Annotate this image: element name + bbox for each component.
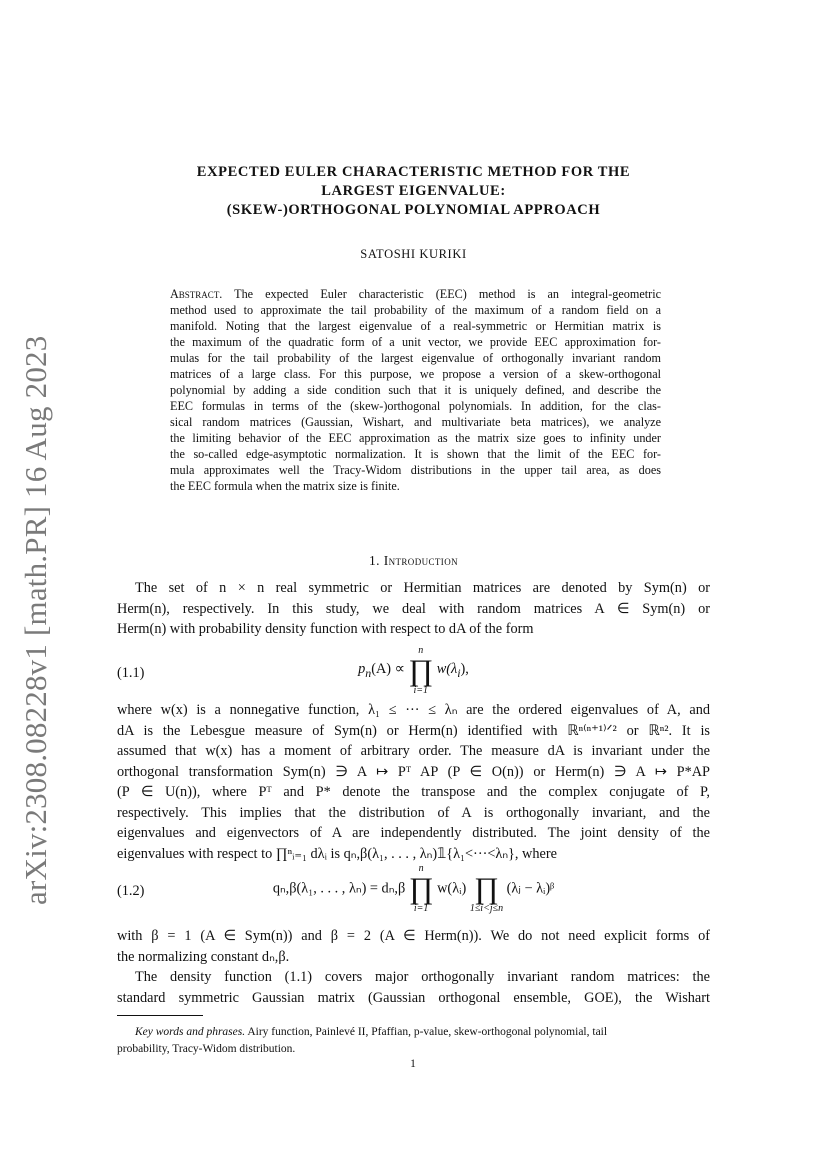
abstract-line: Abstract. The expected Euler characteristic (EEC) method is an integral-geometric: [170, 287, 661, 301]
text-line: the normalizing constant dₙ,β.: [117, 948, 290, 965]
abstract: [170, 286, 661, 494]
equation-1-1: [117, 645, 710, 705]
equation-1-2: [117, 863, 710, 923]
text-line: standard symmetric Gaussian matrix (Gaussian orthogonal ensemble, GOE), the Wishart: [117, 989, 710, 1006]
section-heading: 1. Introduction: [369, 553, 458, 568]
abstract-line: EEC formulas in terms of the (skew-)orthogonal polynomials. In addition, for the clas-: [170, 399, 661, 413]
text-line: Herm(n), respectively. In this study, we deal with random matrices A ∈ Sym(n) or: [117, 600, 710, 617]
paragraph-2: [117, 700, 710, 864]
page-number: 1: [410, 1058, 416, 1070]
product-symbol: n ∏ i=1: [408, 645, 434, 696]
text-line: dA is the Lebesgue measure of Sym(n) or Herm(n) identified with ℝⁿ⁽ⁿ⁺¹⁾ᐟ² or ℝⁿ². It is: [117, 722, 710, 739]
arxiv-watermark: arXiv:2308.08228v1 [math.PR] 16 Aug 2023: [18, 335, 53, 905]
text-line: eigenvalues with respect to ∏ⁿᵢ₌₁ dλᵢ is qₙ,β(λ₁, . . . , λₙ)𝟙{λ₁<···<λₙ}, where: [117, 845, 557, 862]
title-line-2: LARGEST EIGENVALUE:: [321, 183, 506, 199]
equation-number: (1.1): [117, 665, 145, 681]
abstract-line: manifold. Noting that the largest eigenvalue of a real-symmetric or Hermitian matrix is: [170, 319, 661, 333]
footnote-line: probability, Tracy-Widom distribution.: [117, 1043, 296, 1055]
text-line: (P ∈ U(n)), where Pᵀ and P* denote the transpose and the complex conjugate of P,: [117, 784, 710, 800]
abstract-line: the EEC formula when the matrix size is finite.: [170, 479, 400, 493]
abstract-line: the maximum of the quadratic form of a unit vector, we provide EEC approximation for-: [170, 335, 661, 349]
paragraph-4: [117, 967, 710, 1008]
text-line: with β = 1 (A ∈ Sym(n)) and β = 2 (A ∈ Herm(n)). We do not need explicit forms of: [117, 928, 710, 944]
abstract-line: matrices of a large class. For this purpose, we propose a version of a skew-orthogonal: [170, 367, 661, 381]
paragraph-3: [117, 926, 710, 967]
abstract-line: mulas for the tail probability of the largest eigenvalue of orthogonally invariant random: [170, 351, 661, 365]
title-line-1: EXPECTED EULER CHARACTERISTIC METHOD FOR THE: [196, 164, 631, 180]
abstract-line: the so-called edge-asymptotic normalization. It is shown that the limit of the EEC for-: [170, 447, 661, 461]
text-line: The set of n × n real symmetric or Hermitian matrices are denoted by Sym(n) or: [135, 580, 710, 596]
text-line: orthogonal transformation Sym(n) ∋ A ↦ Pᵀ AP (P ∈ O(n)) or Herm(n) ∋ A ↦ P*AP: [117, 763, 710, 780]
text-line: where w(x) is a nonnegative function, λ₁ ≤ ··· ≤ λₙ are the ordered eigenvalues of A, and: [117, 702, 710, 718]
equation-number: (1.2): [117, 883, 145, 899]
title-line-3: (SKEW-)ORTHOGONAL POLYNOMIAL APPROACH: [226, 202, 601, 218]
footnote-rule: [117, 1015, 203, 1016]
paragraph-1: [117, 578, 710, 640]
footnote-label: Key words and phrases.: [135, 1026, 246, 1038]
equation-body: qₙ,β(λ₁, . . . , λₙ) = dₙ,β n ∏ i=1 w(λᵢ) ∏ 1≤i<j≤n (λⱼ − λᵢ)ᵝ: [272, 863, 555, 914]
text-line: assumed that w(x) has a moment of arbitrary order. The measure dA is invariant under the: [117, 743, 710, 759]
abstract-line: sical random matrices (Gaussian, Wishart, and multivariate beta matrices), we analyze: [170, 415, 661, 429]
text-line: The density function (1.1) covers major orthogonally invariant random matrices: the: [135, 969, 710, 985]
abstract-line: mula approximates well the Tracy-Widom distributions in the upper tail area, as does: [170, 463, 661, 477]
abstract-line: polynomial by adding a side condition such that it is uniquely defined, and describe the: [170, 383, 661, 397]
text-line: eigenvalues and eigenvectors of A are independently distributed. The joint density of the: [117, 825, 710, 841]
text-line: respectively. This implies that the distribution of A is orthogonally invariant, and the: [117, 804, 710, 821]
author-name: SATOSHI KURIKI: [360, 247, 467, 261]
paper-title: [130, 163, 697, 220]
abstract-line: method used to approximate the tail probability of the maximum of a random field on a: [170, 303, 661, 317]
abstract-heading: Abstract.: [170, 287, 223, 301]
product-symbol: ∏ 1≤i<j≤n: [469, 872, 504, 914]
footnote: [117, 1024, 710, 1058]
equation-body: $p_n(A)$ ∝ n ∏ i=1 $w(\lambda_i)$,: [358, 645, 469, 696]
text-line: Herm(n) with probability density function with respect to dA of the form: [117, 621, 534, 637]
abstract-line: the limiting behavior of the EEC approximation as the matrix size goes to infinity under: [170, 431, 661, 445]
footnote-line: Key words and phrases. Airy function, Painlevé II, Pfaffian, p-value, skew-orthogonal polynomial, tail: [135, 1026, 608, 1038]
product-symbol: n ∏ i=1: [408, 863, 434, 914]
